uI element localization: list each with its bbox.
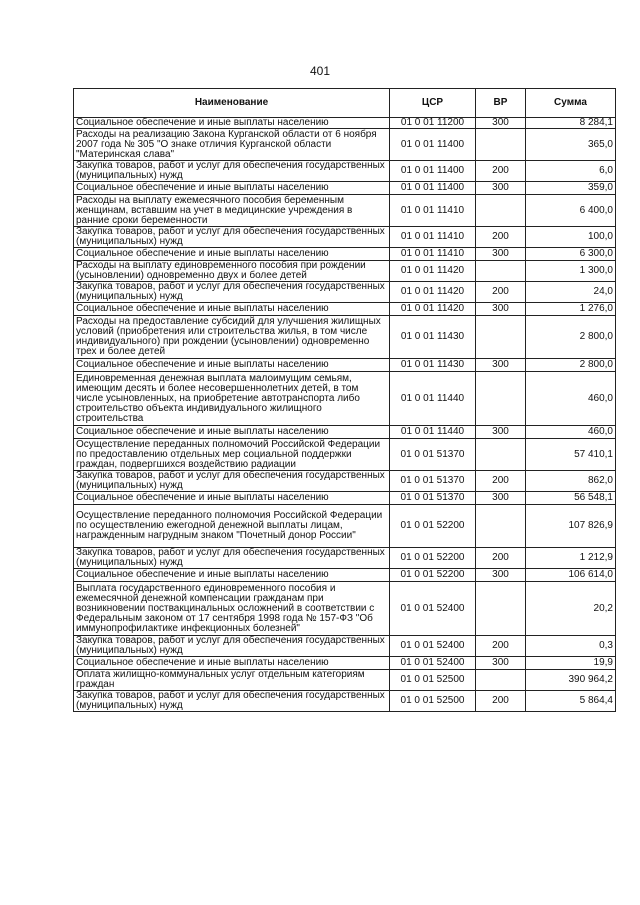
row-name-cell: Закупка товаров, работ и услуг для обеспечения государственных (муниципальных) нужд [74, 227, 390, 248]
row-sum-cell: 20,2 [526, 582, 616, 636]
row-csr-cell: 01 0 01 11420 [390, 261, 476, 282]
row-csr-cell: 01 0 01 11430 [390, 359, 476, 372]
row-name-cell: Социальное обеспечение и иные выплаты населению [74, 657, 390, 670]
row-sum-cell: 6,0 [526, 161, 616, 182]
header-name: Наименование [74, 89, 390, 118]
row-sum-cell: 2 800,0 [526, 316, 616, 359]
row-csr-cell: 01 0 01 11410 [390, 195, 476, 227]
table-row [74, 492, 616, 505]
row-csr-cell: 01 0 01 11400 [390, 129, 476, 161]
row-sum-cell: 460,0 [526, 372, 616, 426]
row-csr-cell: 01 0 01 11410 [390, 248, 476, 261]
row-sum-cell: 1 300,0 [526, 261, 616, 282]
row-vr-cell [476, 261, 526, 282]
row-sum-cell: 106 614,0 [526, 569, 616, 582]
row-vr-cell [476, 582, 526, 636]
row-name-cell: Осуществление переданного полномочия Российской Федерации по осуществлению ежегодной денежной выплаты лицам, награжденным нагрудным знаком "Почетный донор России" [74, 505, 390, 548]
row-csr-cell: 01 0 01 11400 [390, 182, 476, 195]
row-name-cell: Закупка товаров, работ и услуг для обеспечения государственных (муниципальных) нужд [74, 691, 390, 712]
row-sum-cell: 5 864,4 [526, 691, 616, 712]
table-row [74, 691, 616, 712]
row-vr-cell: 300 [476, 303, 526, 316]
row-vr-cell [476, 372, 526, 426]
table-row [74, 227, 616, 248]
row-vr-cell: 300 [476, 359, 526, 372]
row-vr-cell: 300 [476, 118, 526, 129]
row-csr-cell: 01 0 01 52500 [390, 691, 476, 712]
row-vr-cell [476, 505, 526, 548]
row-name-cell: Осуществление переданных полномочий Российской Федерации по предоставлению отдельных мер социальной поддержки граждан, подвергшихся воздействию радиации [74, 439, 390, 471]
row-vr-cell [476, 129, 526, 161]
row-csr-cell: 01 0 01 52200 [390, 505, 476, 548]
table-row [74, 582, 616, 636]
row-name-cell: Закупка товаров, работ и услуг для обеспечения государственных (муниципальных) нужд [74, 471, 390, 492]
row-name-cell: Закупка товаров, работ и услуг для обеспечения государственных (муниципальных) нужд [74, 161, 390, 182]
page-number: 401 [309, 64, 331, 78]
row-vr-cell [476, 670, 526, 691]
table-row [74, 261, 616, 282]
row-name-cell: Расходы на реализацию Закона Курганской области от 6 ноября 2007 года № 305 "О знаке отличия Курганской области "Материнская слава" [74, 129, 390, 161]
row-vr-cell: 300 [476, 426, 526, 439]
table-row [74, 471, 616, 492]
table-header-row [74, 89, 616, 118]
table-row [74, 129, 616, 161]
row-vr-cell: 300 [476, 657, 526, 670]
table-row [74, 426, 616, 439]
row-name-cell: Оплата жилищно-коммунальных услуг отдельным категориям граждан [74, 670, 390, 691]
table-row [74, 248, 616, 261]
row-name-cell: Социальное обеспечение и иные выплаты населению [74, 182, 390, 195]
row-csr-cell: 01 0 01 52400 [390, 582, 476, 636]
row-vr-cell: 300 [476, 182, 526, 195]
row-name-cell: Единовременная денежная выплата малоимущим семьям, имеющим десять и более несовершеннолетних детей, в том числе усыновленных, на приобретение автотранспорта либо строительство объекта индивидуального жилищного строительства [74, 372, 390, 426]
row-csr-cell: 01 0 01 52200 [390, 548, 476, 569]
row-sum-cell: 8 284,1 [526, 118, 616, 129]
row-sum-cell: 862,0 [526, 471, 616, 492]
row-sum-cell: 19,9 [526, 657, 616, 670]
row-name-cell: Социальное обеспечение и иные выплаты населению [74, 492, 390, 505]
row-csr-cell: 01 0 01 11420 [390, 282, 476, 303]
row-csr-cell: 01 0 01 11410 [390, 227, 476, 248]
table-row [74, 505, 616, 548]
row-sum-cell: 359,0 [526, 182, 616, 195]
row-name-cell: Расходы на выплату единовременного пособия при рождении (усыновлении) одновременно двух и более детей [74, 261, 390, 282]
row-name-cell: Выплата государственного единовременного пособия и ежемесячной денежной компенсации гражданам при возникновении поствакцинальных осложнений в соответствии с Федеральным законом от 17 сентября 1998 года № 157-ФЗ "Об иммунопрофилактике инфекционных болезней" [74, 582, 390, 636]
row-sum-cell: 6 400,0 [526, 195, 616, 227]
row-name-cell: Закупка товаров, работ и услуг для обеспечения государственных (муниципальных) нужд [74, 548, 390, 569]
row-csr-cell: 01 0 01 11400 [390, 161, 476, 182]
row-vr-cell: 200 [476, 636, 526, 657]
header-vr: ВР [476, 89, 526, 118]
row-vr-cell: 300 [476, 492, 526, 505]
table-row [74, 439, 616, 471]
table-row [74, 636, 616, 657]
row-vr-cell: 200 [476, 471, 526, 492]
row-vr-cell: 200 [476, 282, 526, 303]
row-vr-cell: 200 [476, 691, 526, 712]
row-csr-cell: 01 0 01 52200 [390, 569, 476, 582]
table-row [74, 316, 616, 359]
budget-table [73, 88, 616, 712]
row-sum-cell: 390 964,2 [526, 670, 616, 691]
row-sum-cell: 1 212,9 [526, 548, 616, 569]
table-row [74, 548, 616, 569]
row-vr-cell: 300 [476, 569, 526, 582]
table-row [74, 303, 616, 316]
row-vr-cell [476, 439, 526, 471]
row-vr-cell [476, 316, 526, 359]
row-csr-cell: 01 0 01 11200 [390, 118, 476, 129]
table-row [74, 118, 616, 129]
table-row [74, 359, 616, 372]
row-name-cell: Закупка товаров, работ и услуг для обеспечения государственных (муниципальных) нужд [74, 636, 390, 657]
row-sum-cell: 57 410,1 [526, 439, 616, 471]
table-row [74, 670, 616, 691]
row-vr-cell: 200 [476, 227, 526, 248]
row-name-cell: Социальное обеспечение и иные выплаты населению [74, 569, 390, 582]
row-vr-cell: 300 [476, 248, 526, 261]
row-csr-cell: 01 0 01 11440 [390, 426, 476, 439]
table-row [74, 372, 616, 426]
table-row [74, 282, 616, 303]
row-sum-cell: 107 826,9 [526, 505, 616, 548]
row-sum-cell: 6 300,0 [526, 248, 616, 261]
row-vr-cell: 200 [476, 548, 526, 569]
row-csr-cell: 01 0 01 52400 [390, 657, 476, 670]
row-csr-cell: 01 0 01 51370 [390, 439, 476, 471]
row-sum-cell: 2 800,0 [526, 359, 616, 372]
table-row [74, 161, 616, 182]
row-name-cell: Социальное обеспечение и иные выплаты населению [74, 426, 390, 439]
row-name-cell: Социальное обеспечение и иные выплаты населению [74, 359, 390, 372]
row-csr-cell: 01 0 01 51370 [390, 471, 476, 492]
row-sum-cell: 0,3 [526, 636, 616, 657]
row-sum-cell: 1 276,0 [526, 303, 616, 316]
row-csr-cell: 01 0 01 51370 [390, 492, 476, 505]
row-sum-cell: 365,0 [526, 129, 616, 161]
table-row [74, 182, 616, 195]
row-csr-cell: 01 0 01 11440 [390, 372, 476, 426]
row-name-cell: Социальное обеспечение и иные выплаты населению [74, 303, 390, 316]
row-sum-cell: 460,0 [526, 426, 616, 439]
row-vr-cell [476, 195, 526, 227]
table-row [74, 569, 616, 582]
row-name-cell: Социальное обеспечение и иные выплаты населению [74, 248, 390, 261]
row-name-cell: Закупка товаров, работ и услуг для обеспечения государственных (муниципальных) нужд [74, 282, 390, 303]
row-sum-cell: 24,0 [526, 282, 616, 303]
row-csr-cell: 01 0 01 52500 [390, 670, 476, 691]
row-vr-cell: 200 [476, 161, 526, 182]
row-sum-cell: 56 548,1 [526, 492, 616, 505]
row-csr-cell: 01 0 01 11420 [390, 303, 476, 316]
row-sum-cell: 100,0 [526, 227, 616, 248]
header-sum: Сумма [526, 89, 616, 118]
row-name-cell: Социальное обеспечение и иные выплаты населению [74, 118, 390, 129]
table-row [74, 657, 616, 670]
row-csr-cell: 01 0 01 11430 [390, 316, 476, 359]
table-row [74, 195, 616, 227]
row-name-cell: Расходы на предоставление субсидий для улучшения жилищных условий (приобретения или строительства жилья, в том числе индивидуального) при рождении (усыновлении) одновременно трех и более детей [74, 316, 390, 359]
row-csr-cell: 01 0 01 52400 [390, 636, 476, 657]
header-csr: ЦСР [390, 89, 476, 118]
row-name-cell: Расходы на выплату ежемесячного пособия беременным женщинам, вставшим на учет в медицинские учреждения в ранние сроки беременности [74, 195, 390, 227]
